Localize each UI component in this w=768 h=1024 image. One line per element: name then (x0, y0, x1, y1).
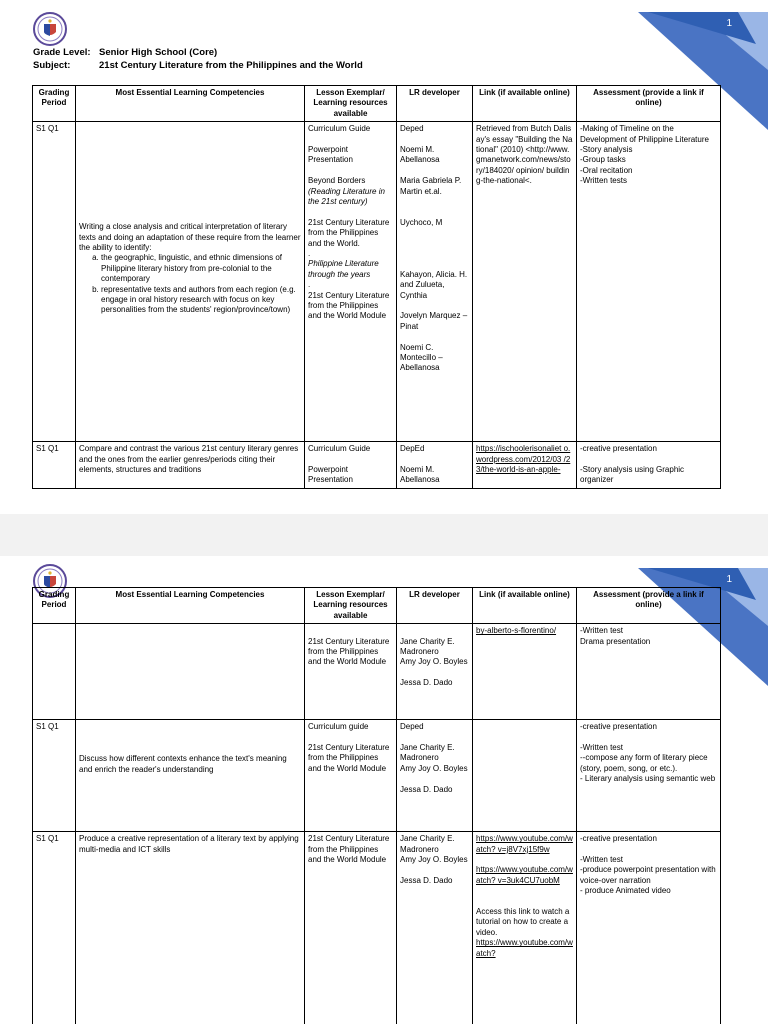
table-row (33, 720, 721, 832)
assessment-cell: -Written test Drama presentation (577, 624, 721, 720)
link-cell (473, 442, 577, 489)
deped-seal-logo (33, 12, 67, 46)
lr-developer-cell: Jane Charity E. Madronero Amy Joy O. Boyles Jessa D. Dado (397, 832, 473, 1024)
table-header-row (33, 588, 721, 624)
column-header: Lesson Exemplar/ Learning resources available (305, 86, 397, 122)
column-header: LR developer (397, 588, 473, 624)
column-header: Grading Period (33, 588, 76, 624)
grading-period-cell: S1 Q1 (33, 832, 76, 1024)
column-header: Most Essential Learning Competencies (76, 588, 305, 624)
resources-cell: 21st Century Literature from the Philippines and the World Module (305, 624, 397, 720)
column-header: Grading Period (33, 86, 76, 122)
lr-developer-cell: DepEd Noemi M. Abellanosa (397, 442, 473, 489)
column-header: Lesson Exemplar/ Learning resources available (305, 588, 397, 624)
competency-item-b: b. representative texts and authors from each region (e.g. engage in oral history research with focus on key personalities from the students' region/province/town) (101, 285, 301, 316)
document-header (33, 46, 363, 72)
link-cell (473, 720, 577, 832)
column-header: Assessment (provide a link if online) (577, 588, 721, 624)
link-cell (473, 122, 577, 442)
column-header: Link (if available online) (473, 86, 577, 122)
subject-value: 21st Century Literature from the Philippines and the World (99, 60, 363, 71)
column-header: Most Essential Learning Competencies (76, 86, 305, 122)
page-number: 1 (726, 574, 732, 585)
grade-level-value: Senior High School (Core) (99, 47, 218, 58)
table-row (33, 442, 721, 489)
grading-period-cell: S1 Q1 (33, 442, 76, 489)
youtube-link-3[interactable]: https://www.youtube.com/watch? (476, 938, 573, 958)
competency-cell: Produce a creative representation of a literary text by applying multi-media and ICT skills (76, 832, 305, 1024)
tutorial-note: Access this link to watch a tutorial on how to create a video. (476, 907, 570, 937)
assessment-cell: -creative presentation -Story analysis using Graphic organizer (577, 442, 721, 489)
melc-table-page-2 (32, 587, 721, 1024)
grading-period-cell (33, 624, 76, 720)
link-cell (473, 832, 577, 1024)
grading-period-cell: S1 Q1 (33, 720, 76, 832)
competency-cell: Writing a close analysis and critical interpretation of literary texts and doing an adaptation of these require from the learner the ability to identify: a. the geographic, linguistic, and ethnic dimensions of Philippine literary history from pre-colonial to the contemporary b. representative texts and authors from each region (e.g. engage in oral history research with focus on key personalities from the students' region/province/town) (76, 122, 305, 442)
youtube-link-2[interactable]: https://www.youtube.com/watch? v=3uk4CU7uobM (476, 865, 573, 885)
table-row (33, 122, 721, 442)
youtube-link-1[interactable]: https://www.youtube.com/watch? v=j8V7xj15f9w (476, 834, 573, 854)
resources-cell: Curriculum Guide Powerpoint Presentation (305, 442, 397, 489)
competency-item-a: a. the geographic, linguistic, and ethnic dimensions of Philippine literary history from pre-colonial to the contemporary (101, 253, 301, 284)
link-cell (473, 624, 577, 720)
column-header: Assessment (provide a link if online) (577, 86, 721, 122)
competency-cell (76, 624, 305, 720)
competency-cell: Discuss how different contexts enhance the text's meaning and enrich the reader's understanding (76, 720, 305, 832)
resource-link[interactable]: https://ischoolerisonaliet o.wordpress.com/2012/03 /23/the-world-is-an-apple- (476, 444, 571, 475)
table-row (33, 624, 721, 720)
document-page-2 (0, 556, 768, 1024)
column-header: Link (if available online) (473, 588, 577, 624)
grade-level-label: Grade Level: (33, 47, 91, 58)
lr-developer-cell: Deped Noemi M. Abellanosa Maria Gabriela P. Martin et.al. Uychoco, M Kahayon, Alicia. H. and Zulueta, Cynthia Jovelyn Marquez – Pinat Noemi C. Montecillo – Abellanosa (397, 122, 473, 442)
assessment-cell: -Making of Timeline on the Development of Philippine Literature -Story analysis -Group tasks -Oral recitation -Written tests (577, 122, 721, 442)
subject-label: Subject: (33, 60, 71, 71)
table-row (33, 832, 721, 1024)
table-header-row (33, 86, 721, 122)
page-number: 1 (726, 18, 732, 29)
melc-table-page-1 (32, 85, 721, 489)
grading-period-cell: S1 Q1 (33, 122, 76, 442)
resources-cell: Curriculum Guide Powerpoint Presentation Beyond Borders (Reading Literature in the 21st century) 21st Century Literature from the Philippines and the World. . Philippine Literature through the years . 21st Century Literature from the Philippines and the World Module (305, 122, 397, 442)
lr-developer-cell: Jane Charity E. Madronero Amy Joy O. Boyles Jessa D. Dado (397, 624, 473, 720)
lr-developer-cell: Deped Jane Charity E. Madronero Amy Joy O. Boyles Jessa D. Dado (397, 720, 473, 832)
assessment-cell: -creative presentation -Written test -produce powerpoint presentation with voice-over narration - produce Animated video (577, 832, 721, 1024)
resource-link[interactable]: by-alberto-s-florentino/ (476, 626, 557, 636)
assessment-cell: -creative presentation -Written test --compose any form of literary piece (story, poem, song, or etc.). - Literary analysis using semantic web (577, 720, 721, 832)
resources-cell: Curriculum guide 21st Century Literature from the Philippines and the World Module (305, 720, 397, 832)
source-reference: Retrieved from Butch Dalisay's essay "Building the National" (2010) <http://www.gmanetwork.com/news/story/184020/ opinion/ building-the-national<. (476, 124, 573, 186)
competency-cell: Compare and contrast the various 21st century literary genres and the ones from the earlier genres/periods citing their elements, structures and traditions (76, 442, 305, 489)
resources-cell: 21st Century Literature from the Philippines and the World Module (305, 832, 397, 1024)
column-header: LR developer (397, 86, 473, 122)
